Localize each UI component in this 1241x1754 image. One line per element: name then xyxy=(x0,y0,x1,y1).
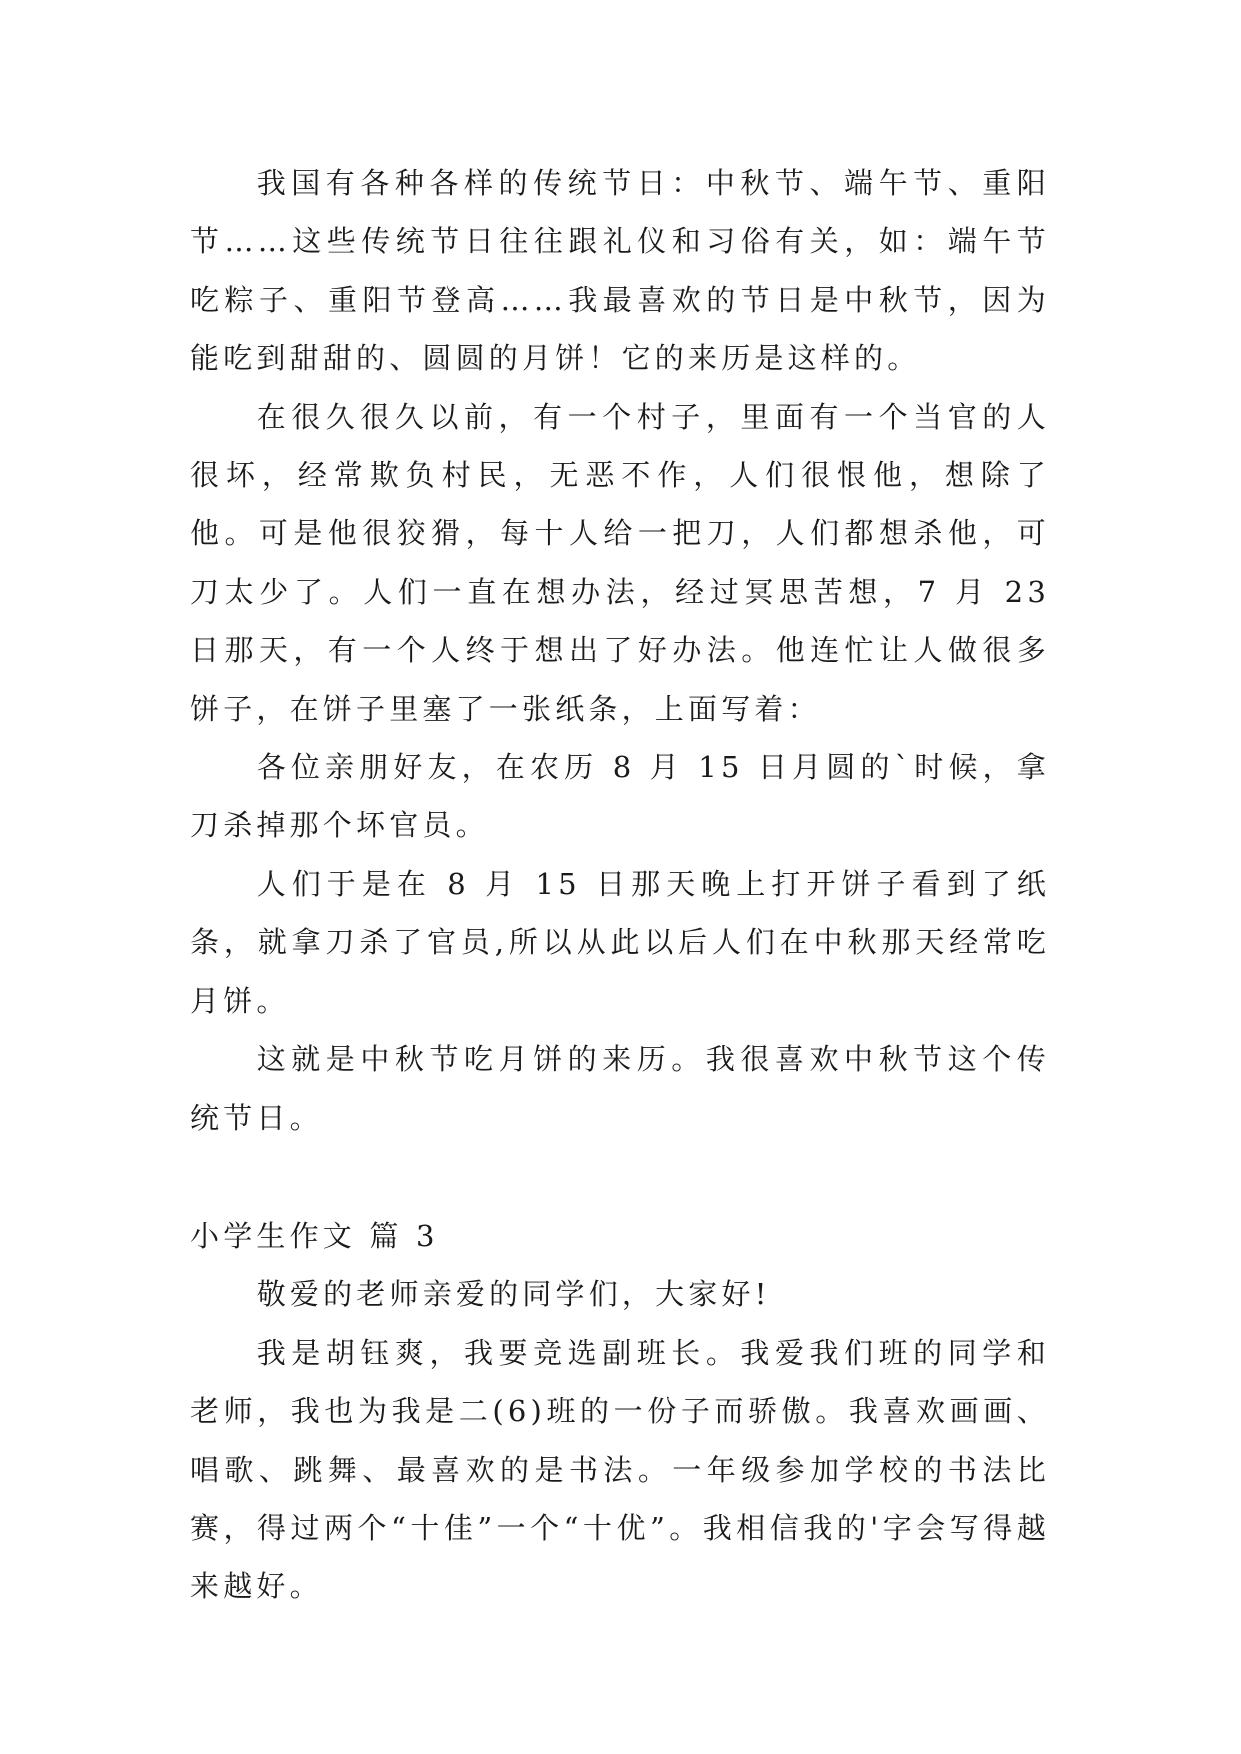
paragraph: 人们于是在 8 月 15 日那天晚上打开饼子看到了纸条，就拿刀杀了官员,所以从此以后人们在中秋那天经常吃月饼。 xyxy=(190,866,1050,1018)
paragraph: 在很久很久以前，有一个村子，里面有一个当官的人很坏，经常欺负村民，无恶不作，人们很恨他，想除了他。可是他很狡猾，每十人给一把刀，人们都想杀他，可刀太少了。人们一直在想办法，经过冥思苦想，7 月 23 日那天，有一个人终于想出了好办法。他连忙让人做很多饼子，在饼子里塞了一张纸条，上面写着： xyxy=(190,399,1050,726)
paragraph: 我国有各种各样的传统节日：中秋节、端午节、重阳节……这些传统节日往往跟礼仪和习俗有关，如：端午节吃粽子、重阳节登高……我最喜欢的节日是中秋节，因为能吃到甜甜的、圆圆的月饼！它的来历是这样的。 xyxy=(190,166,1050,376)
paragraph: 我是胡钰爽，我要竞选副班长。我爱我们班的同学和老师，我也为我是二(6)班的一份子而骄傲。我喜欢画画、唱歌、跳舞、最喜欢的是书法。一年级参加学校的书法比赛，得过两个“十佳”一个“十优”。我相信我的'字会写得越来越好。 xyxy=(190,1335,1050,1604)
paragraph: 各位亲朋好友，在农历 8 月 15 日月圆的`时候，拿刀杀掉那个坏官员。 xyxy=(190,750,1050,843)
paragraph: 这就是中秋节吃月饼的来历。我很喜欢中秋节这个传统节日。 xyxy=(190,1042,1050,1135)
section-title: 小学生作文 篇 3 xyxy=(190,1218,439,1253)
paragraph: 敬爱的老师亲爱的同学们，大家好! xyxy=(256,1277,771,1312)
document-body xyxy=(190,154,1050,1616)
